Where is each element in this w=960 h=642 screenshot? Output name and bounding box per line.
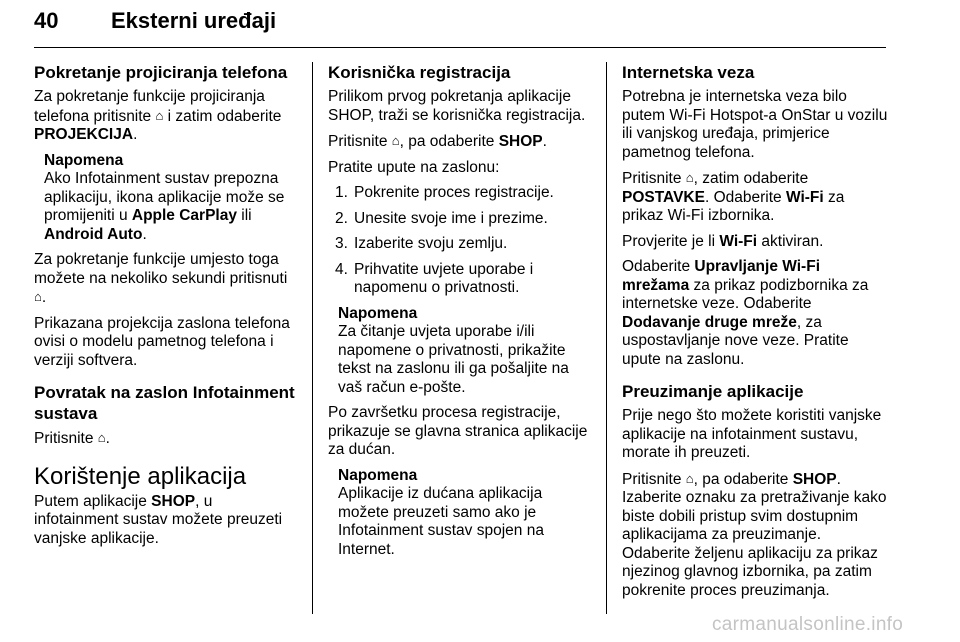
section-heading-phone-projection: Pokretanje projiciranja telefona: [34, 63, 288, 82]
paragraph: Pritisnite ⌂, pa odaberite SHOP. Izaberite oznaku za pretraživanje kako biste dobili pristup svim dostupnim aplikacijama za preuzimanje. Odaberite željenu aplikaciju za prikaz njezinog glavnog izbornika, pa zatim pokrenite proces preuzimanja.: [622, 470, 887, 599]
column-2: [328, 62, 596, 566]
list-item: 2. Unesite svoje ime i prezime.: [335, 209, 548, 227]
chapter-heading-using-apps: Korištenje aplikacija: [34, 462, 247, 490]
note-title: Napomena: [338, 304, 418, 322]
page-number: 40: [34, 8, 59, 33]
section-heading-user-registration: Korisnička registracija: [328, 63, 511, 82]
note-text: Ako Infotainment sustav prepozna aplikaciju, ikona aplikacije može se promijeniti u Apple CarPlay ili Android Auto.: [44, 170, 285, 243]
watermark: carmanualsonline.info: [712, 614, 904, 635]
column-1: [34, 62, 296, 555]
home-icon: ⌂: [685, 170, 694, 185]
paragraph: Po završetku procesa registracije, prikazuje se glavna stranica aplikacije za dućan.: [328, 404, 588, 458]
home-icon: ⌂: [391, 133, 400, 148]
paragraph: Pritisnite ⌂, pa odaberite SHOP.: [328, 133, 547, 150]
paragraph: Putem aplikacije SHOP, u infotainment sustav možete preuzeti vanjske aplikacije.: [34, 492, 283, 547]
paragraph: Prilikom prvog pokretanja aplikacije SHOP, traži se korisnička registracija.: [328, 88, 586, 124]
note-title: Napomena: [338, 466, 418, 484]
home-icon: ⌂: [34, 289, 42, 304]
home-icon: ⌂: [685, 470, 694, 486]
note-text: Za čitanje uvjeta uporabe i/ili napomene o privatnosti, prikažite tekst na zaslonu ili ga pošaljite na vaš račun e-pošte.: [338, 323, 569, 396]
column-3: [622, 62, 888, 607]
column-divider-2: [606, 62, 607, 614]
paragraph: Pritisnite ⌂, zatim odaberite POSTAVKE. Odaberite Wi-Fi za prikaz Wi-Fi izbornika.: [622, 170, 845, 224]
page-title: Eksterni uređaji: [111, 8, 277, 33]
list-item: 1. Pokrenite proces registracije.: [335, 184, 554, 201]
note-box: [328, 467, 596, 560]
paragraph: Potrebna je internetska veza bilo putem Wi-Fi Hotspot-a OnStar u vozilu ili vanjskog uređaja, primjerice pametnog telefona.: [622, 88, 888, 161]
paragraph: Provjerite je li Wi-Fi aktiviran.: [622, 232, 824, 250]
paragraph: Za pokretanje funkcije projiciranja telefona pritisnite ⌂ i zatim odaberite PROJEKCIJA.: [34, 88, 282, 143]
section-heading-return-infotainment: Povratak na zaslon Infotainment sustava: [34, 383, 295, 423]
column-divider-1: [312, 62, 313, 614]
note-title: Napomena: [44, 151, 124, 169]
paragraph: Pritisnite ⌂.: [34, 430, 110, 447]
note-box: [34, 152, 296, 245]
note-text: Aplikacije iz dućana aplikacija možete preuzeti samo ako je Infotainment sustav spojen na Internet.: [338, 485, 544, 558]
paragraph: Pratite upute na zaslonu:: [328, 158, 500, 176]
paragraph: Odaberite Upravljanje Wi-Fi mrežama za prikaz podizbornika za internetske veze. Odaberite Dodavanje druge mreže, za uspostavljanje nove veze. Pratite upute na zaslonu.: [622, 258, 869, 368]
home-icon: ⌂: [155, 107, 164, 123]
page-header: [34, 4, 886, 48]
section-heading-internet-connection: Internetska veza: [622, 63, 755, 82]
paragraph: Za pokretanje funkcije umjesto toga možete na nekoliko sekundi pritisnuti ⌂.: [34, 251, 288, 306]
list-item: 4. Prihvatite uvjete uporabe i napomenu o privatnosti.: [335, 260, 534, 296]
step-list: [328, 184, 596, 298]
paragraph: Prije nego što možete koristiti vanjske aplikacije na infotainment sustavu, morate ih preuzeti.: [622, 407, 882, 461]
list-item: 3. Izaberite svoju zemlju.: [335, 235, 508, 252]
paragraph: Prikazana projekcija zaslona telefona ovisi o modelu pametnog telefona i verziji softvera.: [34, 314, 290, 369]
section-heading-download-app: Preuzimanje aplikacije: [622, 382, 804, 401]
home-icon: ⌂: [97, 430, 106, 445]
note-box: [328, 305, 596, 398]
header-rule: [34, 47, 886, 48]
